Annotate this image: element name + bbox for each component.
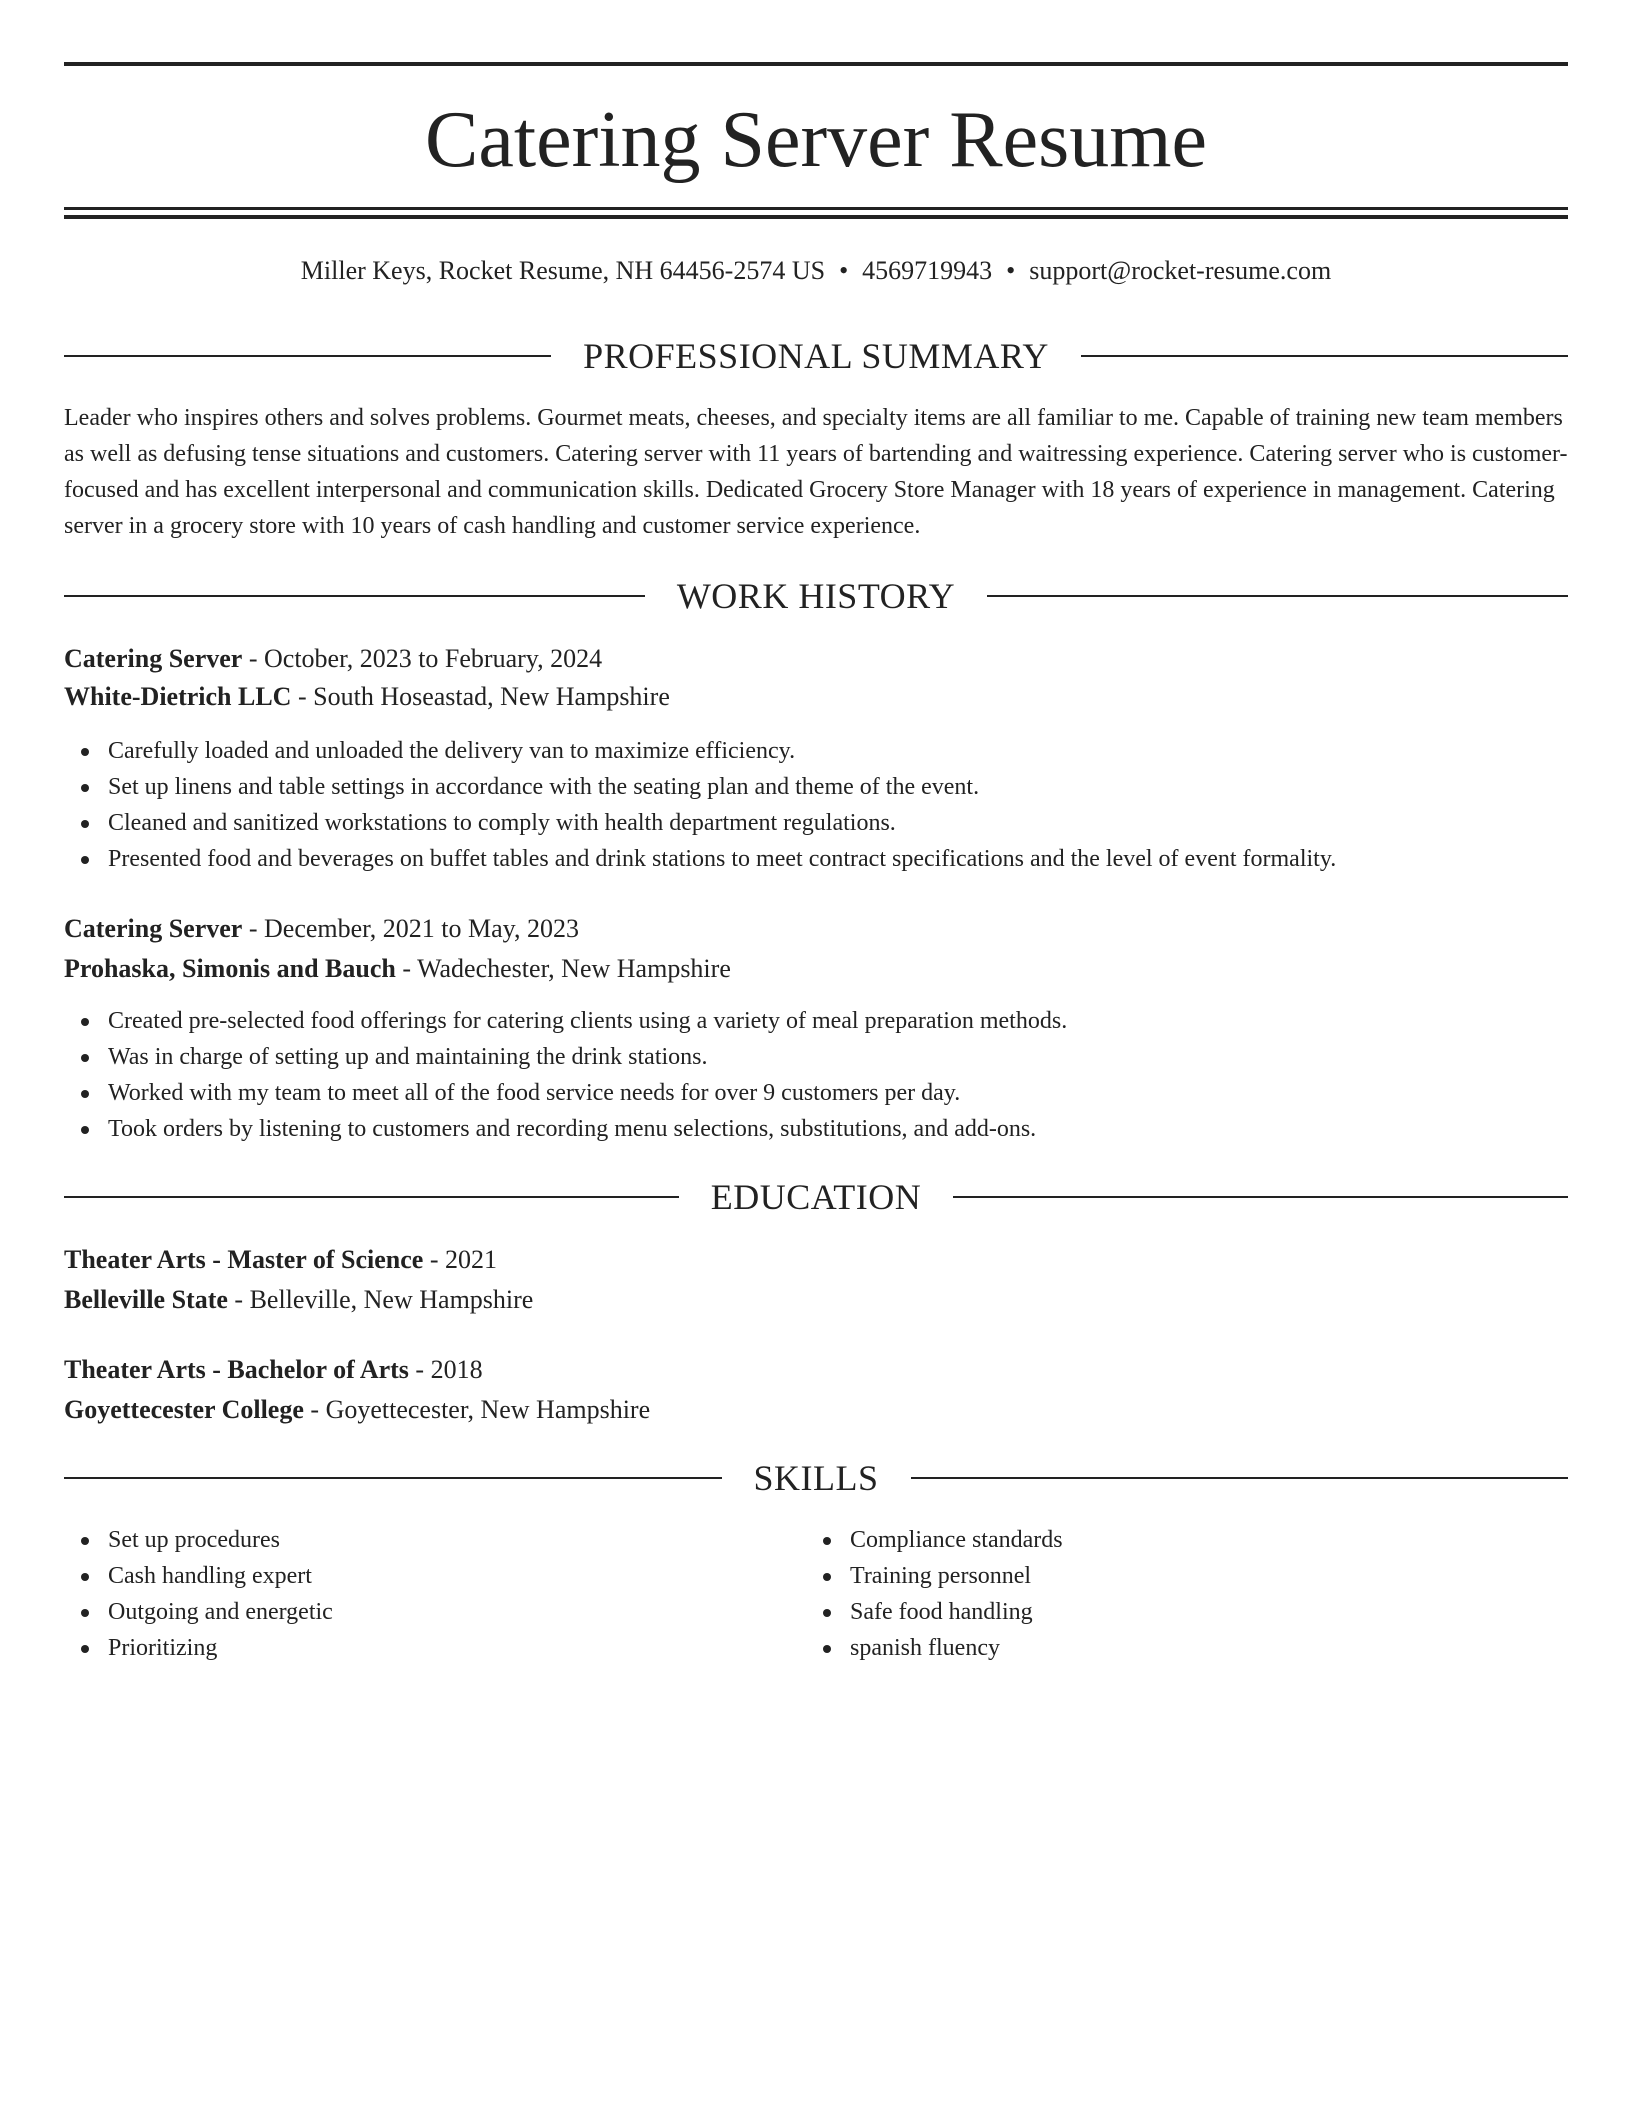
education-school: Belleville State: [64, 1285, 228, 1314]
dash: -: [227, 1285, 250, 1314]
section-heading-label: SKILLS: [753, 1458, 879, 1498]
heading-rule: [911, 1477, 1569, 1479]
job-company-line: [64, 679, 670, 715]
dash: -: [242, 644, 264, 673]
dash: -: [303, 1395, 326, 1424]
contact-line: [64, 254, 1568, 288]
section-heading-work-history: [64, 574, 1568, 618]
job-company-line: [64, 951, 731, 987]
list-item: Was in charge of setting up and maintaining the drink stations.: [64, 1039, 1568, 1075]
skill-item: Safe food handling: [806, 1594, 1506, 1630]
skills-list-left: [64, 1522, 764, 1666]
contact-separator: •: [839, 256, 849, 285]
heading-rule: [64, 595, 645, 597]
heading-rule: [64, 1477, 722, 1479]
list-item: Presented food and beverages on buffet tables and drink stations to meet contract specifications and the level of event formality.: [64, 841, 1568, 877]
heading-rule: [1081, 355, 1568, 357]
contact-address: Miller Keys, Rocket Resume, NH 64456-2574 US: [300, 256, 826, 285]
skill-item: Set up procedures: [64, 1522, 764, 1558]
job-title: Catering Server: [64, 644, 243, 673]
summary-text: Leader who inspires others and solves problems. Gourmet meats, cheeses, and specialty items are all familiar to me. Capable of training new team members as well as defusing tense situations and customers. Catering server with 11 years of bartending and waitressing experience. Catering server who is customer-focused and has excellent interpersonal and communication skills. Dedicated Grocery Store Manager with 18 years of experience in management. Catering server in a grocery store with 10 years of cash handling and customer service experience.: [64, 405, 1568, 539]
education-degree: Theater Arts - Master of Science: [64, 1245, 424, 1274]
job-title-line: [64, 641, 602, 677]
heading-rule: [64, 355, 551, 357]
list-item: Took orders by listening to customers and recording menu selections, substitutions, and add-ons.: [64, 1111, 1568, 1147]
dash: -: [423, 1245, 445, 1274]
list-item: Cleaned and sanitized workstations to comply with health department regulations.: [64, 805, 1568, 841]
skill-item: Prioritizing: [64, 1630, 764, 1666]
dash: -: [242, 914, 264, 943]
job-title-line: [64, 911, 579, 947]
heading-rule: [64, 1196, 679, 1198]
skill-item: Outgoing and energetic: [64, 1594, 764, 1630]
contact-email: support@rocket-resume.com: [1029, 256, 1332, 285]
education-school-line: [64, 1282, 533, 1318]
list-item: Created pre-selected food offerings for catering clients using a variety of meal preparation methods.: [64, 1003, 1568, 1039]
education-degree-line: [64, 1352, 483, 1388]
job-company: Prohaska, Simonis and Bauch: [64, 954, 396, 983]
job-location: Wadechester, New Hampshire: [417, 954, 731, 983]
contact-separator: •: [1006, 256, 1016, 285]
skill-item: Training personnel: [806, 1558, 1506, 1594]
job-dates: December, 2021 to May, 2023: [264, 914, 579, 943]
dash: -: [291, 682, 314, 711]
contact-phone: 4569719943: [862, 256, 993, 285]
skills-list-right: [806, 1522, 1506, 1666]
section-heading-label: WORK HISTORY: [676, 576, 956, 616]
education-year: 2021: [445, 1245, 497, 1274]
dash: -: [395, 954, 418, 983]
section-heading-label: PROFESSIONAL SUMMARY: [583, 336, 1049, 376]
list-item: Carefully loaded and unloaded the delivery van to maximize efficiency.: [64, 733, 1568, 769]
job-company: White-Dietrich LLC: [64, 682, 292, 711]
education-degree: Theater Arts - Bachelor of Arts: [64, 1355, 409, 1384]
skill-item: spanish fluency: [806, 1630, 1506, 1666]
education-school: Goyettecester College: [64, 1395, 304, 1424]
section-heading-skills: [64, 1456, 1568, 1500]
section-heading-education: [64, 1175, 1568, 1219]
list-item: Set up linens and table settings in accordance with the seating plan and theme of the event.: [64, 769, 1568, 805]
job-dates: October, 2023 to February, 2024: [264, 644, 603, 673]
header-rule-double-upper: [64, 207, 1568, 210]
education-location: Belleville, New Hampshire: [249, 1285, 534, 1314]
skill-item: Compliance standards: [806, 1522, 1506, 1558]
job-location: South Hoseastad, New Hampshire: [313, 682, 670, 711]
job-bullets: [64, 1003, 1568, 1147]
job-bullets: [64, 733, 1568, 877]
header-rule-top: [64, 62, 1568, 66]
education-location: Goyettecester, New Hampshire: [325, 1395, 651, 1424]
section-heading-label: EDUCATION: [710, 1177, 922, 1217]
education-degree-line: [64, 1242, 497, 1278]
resume-title: Catering Server Resume: [425, 96, 1207, 184]
education-school-line: [64, 1392, 650, 1428]
list-item: Worked with my team to meet all of the food service needs for over 9 customers per day.: [64, 1075, 1568, 1111]
skill-item: Cash handling expert: [64, 1558, 764, 1594]
header-rule-double-lower: [64, 215, 1568, 219]
heading-rule: [987, 595, 1568, 597]
job-title: Catering Server: [64, 914, 243, 943]
heading-rule: [953, 1196, 1568, 1198]
dash: -: [408, 1355, 431, 1384]
section-heading-summary: [64, 334, 1568, 378]
education-year: 2018: [430, 1355, 483, 1384]
